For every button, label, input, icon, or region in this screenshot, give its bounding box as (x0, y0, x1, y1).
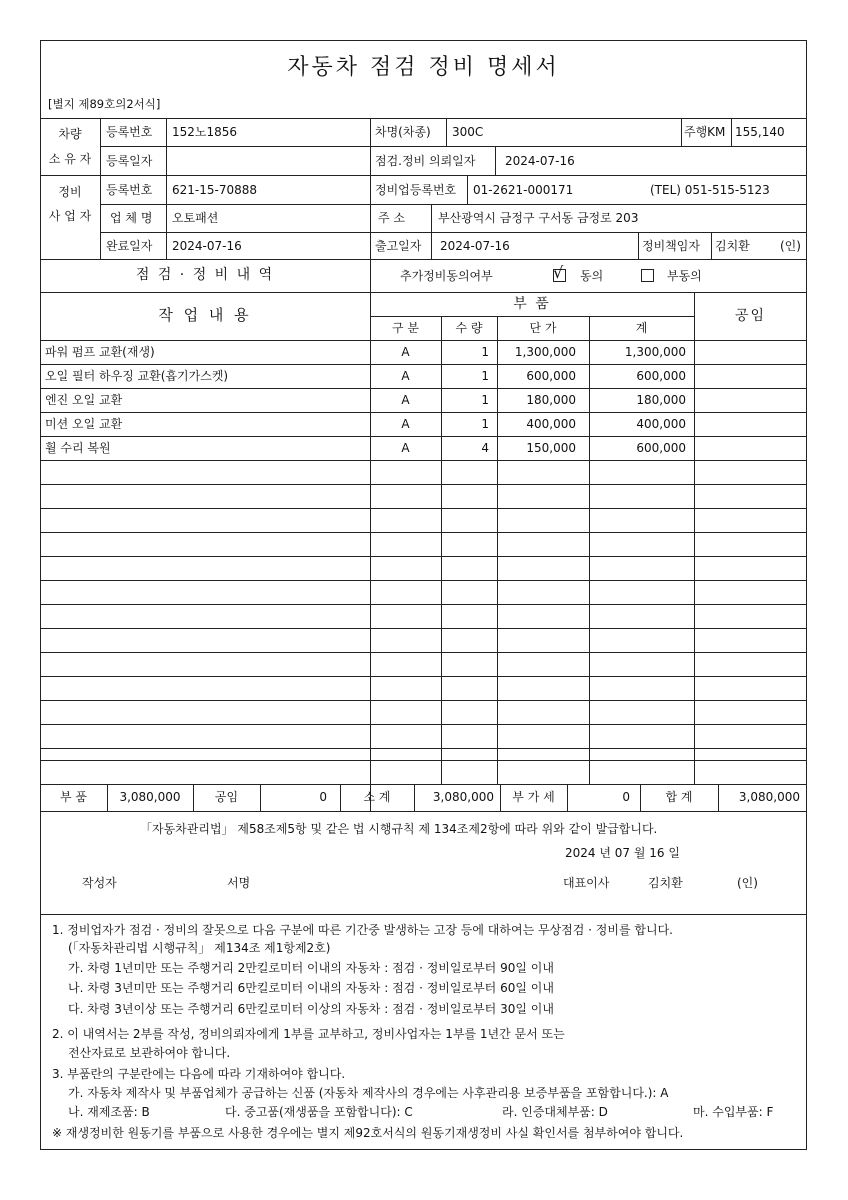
grid-line (100, 146, 807, 147)
grid-line (40, 760, 807, 761)
grid-line (638, 232, 639, 259)
rep-seal: (인) (737, 876, 758, 890)
grid-line (40, 914, 807, 915)
grid-line (589, 316, 590, 784)
grid-line (40, 652, 807, 653)
grid-line (40, 340, 807, 341)
form-title: 자동차 점검 정비 명세서 (287, 55, 560, 80)
vehicle-section-label: 차량 (58, 127, 82, 141)
grid-line (370, 259, 371, 292)
summary-parts-label: 부 품 (60, 790, 87, 804)
row-total: 1,300,000 (624, 345, 686, 359)
summary-total-value: 3,080,000 (738, 790, 800, 804)
grid-line (40, 175, 807, 176)
row-price: 600,000 (526, 369, 576, 383)
row-total: 600,000 (636, 441, 686, 455)
row-work: 엔진 오일 교환 (45, 393, 123, 407)
disagree-checkbox[interactable] (641, 269, 654, 282)
note-line: 1. 정비업자가 점검 · 정비의 잘못으로 다음 구분에 따른 기간중 발생하는 고장 등에 대하여는 무상점검 · 정비를 합니다. (52, 923, 673, 937)
summary-subtotal-value: 3,080,000 (432, 790, 494, 804)
grid-line (100, 118, 101, 259)
row-work: 오일 필터 하우징 교환(흡기가스켓) (45, 369, 229, 383)
grid-line (100, 204, 807, 205)
declaration-text: 「자동차관리법」 제58조제5항 및 같은 법 시행규칙 제 134조제2항에 따라 위와 같이 발급합니다. (140, 822, 658, 836)
disagree-label: 부동의 (667, 269, 702, 283)
summary-labor-label: 공임 (214, 790, 239, 804)
form-number: [별지 제89호의2서식] (48, 97, 161, 111)
grid-line (40, 784, 807, 785)
note-line: 2. 이 내역서는 2부를 작성, 정비의뢰자에게 1부를 교부하고, 정비사업자는 1부를 1년간 문서 또는 (52, 1027, 565, 1041)
summary-subtotal-label: 소 계 (363, 790, 391, 804)
agree-label: 동의 (580, 269, 604, 283)
business-reg-no: 621-15-70888 (172, 183, 258, 197)
grid-line (681, 118, 682, 146)
manager-seal: (인) (780, 239, 801, 253)
release-date-label: 출고일자 (375, 239, 422, 253)
grid-line (446, 118, 447, 146)
vehicle-model-label: 차명(차종) (375, 125, 431, 139)
request-date-label: 점검.정비 의뢰일자 (375, 154, 476, 168)
grid-line (40, 259, 807, 260)
consent-label: 추가정비동의여부 (400, 269, 493, 283)
row-price: 150,000 (526, 441, 576, 455)
check-mark-icon: √ (553, 263, 564, 282)
grid-line (711, 232, 712, 259)
note-line: 마. 수입부품: F (693, 1105, 774, 1119)
address-label: 주 소 (378, 211, 405, 225)
grid-line (40, 532, 807, 533)
row-qty: 4 (481, 441, 489, 455)
grid-line (40, 364, 807, 365)
row-total: 180,000 (636, 393, 686, 407)
grid-line (40, 436, 807, 437)
note-line: 나. 차령 3년미만 또는 주행거리 6만킬로미터 이내의 자동차 : 점검 · 정비일로부터 60일 이내 (68, 981, 554, 995)
business-name-label: 업 체 명 (110, 211, 153, 225)
row-type: A (401, 345, 410, 359)
summary-total-label: 합 계 (665, 790, 693, 804)
row-price: 1,300,000 (514, 345, 576, 359)
vehicle-reg-date-label: 등록일자 (106, 154, 153, 168)
grid-line (40, 292, 807, 293)
row-qty: 1 (481, 417, 489, 431)
row-type: A (401, 417, 410, 431)
grid-line (441, 316, 442, 784)
grid-line (40, 118, 807, 119)
note-line: ※ 재생정비한 원동기를 부품으로 사용한 경우에는 별지 제92호서식의 원동기재생정비 사실 확인서를 첨부하여야 합니다. (52, 1126, 684, 1140)
mileage-label: 주행KM (684, 125, 726, 139)
note-line: 라. 인증대체부품: D (502, 1105, 608, 1119)
grid-line (495, 146, 496, 175)
grid-line (40, 604, 807, 605)
manager-label: 정비책임자 (642, 239, 700, 253)
vehicle-section-label-2: 소 유 자 (48, 152, 92, 166)
grid-line (370, 316, 694, 317)
row-type: A (401, 441, 410, 455)
note-line: 나. 재제조품: B (68, 1105, 150, 1119)
summary-parts-value: 3,080,000 (119, 790, 181, 804)
rep-label: 대표이사 (563, 876, 610, 890)
row-price: 400,000 (526, 417, 576, 431)
grid-line (694, 292, 695, 784)
note-line: 전산자료로 보관하여야 합니다. (68, 1046, 231, 1060)
inspection-header: 점 검 · 정 비 내 역 (135, 267, 275, 283)
grid-line (40, 484, 807, 485)
summary-vat-label: 부 가 세 (512, 790, 555, 804)
business-section-label: 정비 (58, 185, 82, 199)
grid-line (40, 700, 807, 701)
grid-line (497, 316, 498, 784)
business-tel: (TEL) 051-515-5123 (650, 183, 770, 197)
note-line: 가. 자동차 제작사 및 부품업체가 공급하는 신품 (자동차 제작사의 경우에는 사후관리용 보증부품을 포함합니다.): A (68, 1086, 669, 1100)
complete-date: 2024-07-16 (172, 239, 242, 253)
grid-line (40, 460, 807, 461)
row-total: 600,000 (636, 369, 686, 383)
row-work: 파워 펌프 교환(재생) (45, 345, 155, 359)
address: 부산광역시 금정구 구서동 금정로 203 (438, 211, 639, 225)
grid-line (40, 580, 807, 581)
grid-line (40, 388, 807, 389)
col-type: 구 분 (392, 321, 419, 335)
mileage-value: 155,140 (735, 125, 785, 139)
grid-line (370, 118, 371, 259)
complete-date-label: 완료일자 (106, 239, 153, 253)
row-qty: 1 (481, 369, 489, 383)
work-header: 작 업 내 용 (158, 306, 252, 324)
issue-date: 2024 년 07 월 16 일 (565, 846, 680, 860)
grid-line (40, 676, 807, 677)
grid-line (40, 412, 807, 413)
summary-vat-value: 0 (622, 790, 630, 804)
grid-line (40, 508, 807, 509)
col-total: 계 (635, 321, 648, 335)
vehicle-model: 300C (452, 125, 484, 139)
col-price: 단 가 (529, 321, 557, 335)
vehicle-reg-no: 152노1856 (172, 125, 238, 139)
row-work: 미션 오일 교환 (45, 417, 123, 431)
writer-label: 작성자 (82, 876, 117, 890)
grid-line (40, 556, 807, 557)
row-type: A (401, 393, 410, 407)
parts-header: 부 품 (513, 296, 551, 312)
biz-reg-no: 01-2621-000171 (473, 183, 574, 197)
grid-line (40, 628, 807, 629)
release-date: 2024-07-16 (440, 239, 510, 253)
row-qty: 1 (481, 393, 489, 407)
col-qty: 수 량 (455, 321, 483, 335)
grid-line (731, 118, 732, 146)
biz-reg-label: 정비업등록번호 (375, 183, 457, 197)
grid-line (100, 232, 807, 233)
grid-line (40, 724, 807, 725)
summary-labor-value: 0 (319, 790, 327, 804)
note-line: 3. 부품란의 구분란에는 다음에 따라 기재하여야 합니다. (52, 1067, 346, 1081)
grid-line (166, 118, 167, 259)
request-date: 2024-07-16 (505, 154, 575, 168)
business-section-label-2: 사 업 자 (48, 209, 92, 223)
row-total: 400,000 (636, 417, 686, 431)
labor-header: 공임 (734, 308, 767, 324)
grid-line (40, 811, 807, 812)
row-price: 180,000 (526, 393, 576, 407)
business-reg-no-label: 등록번호 (106, 183, 153, 197)
grid-line (467, 175, 468, 204)
note-line: 다. 중고품(재생품을 포함합니다): C (225, 1105, 413, 1119)
grid-line (431, 204, 432, 259)
grid-line (40, 748, 807, 749)
row-work: 휠 수리 복원 (45, 441, 111, 455)
business-name: 오토패션 (172, 211, 219, 225)
row-qty: 1 (481, 345, 489, 359)
note-line: 다. 차령 3년이상 또는 주행거리 6만킬로미터 이상의 자동차 : 점검 · 정비일로부터 30일 이내 (68, 1002, 554, 1016)
note-line: 가. 차령 1년미만 또는 주행거리 2만킬로미터 이내의 자동차 : 점검 · 정비일로부터 90일 이내 (68, 961, 554, 975)
manager-name: 김치환 (715, 239, 750, 253)
rep-name: 김치환 (648, 876, 683, 890)
row-type: A (401, 369, 410, 383)
vehicle-reg-no-label: 등록번호 (106, 125, 153, 139)
note-line: (「자동차관리법 시행규칙」 제134조 제1항제2호) (68, 941, 331, 955)
sign-label: 서명 (227, 876, 251, 890)
